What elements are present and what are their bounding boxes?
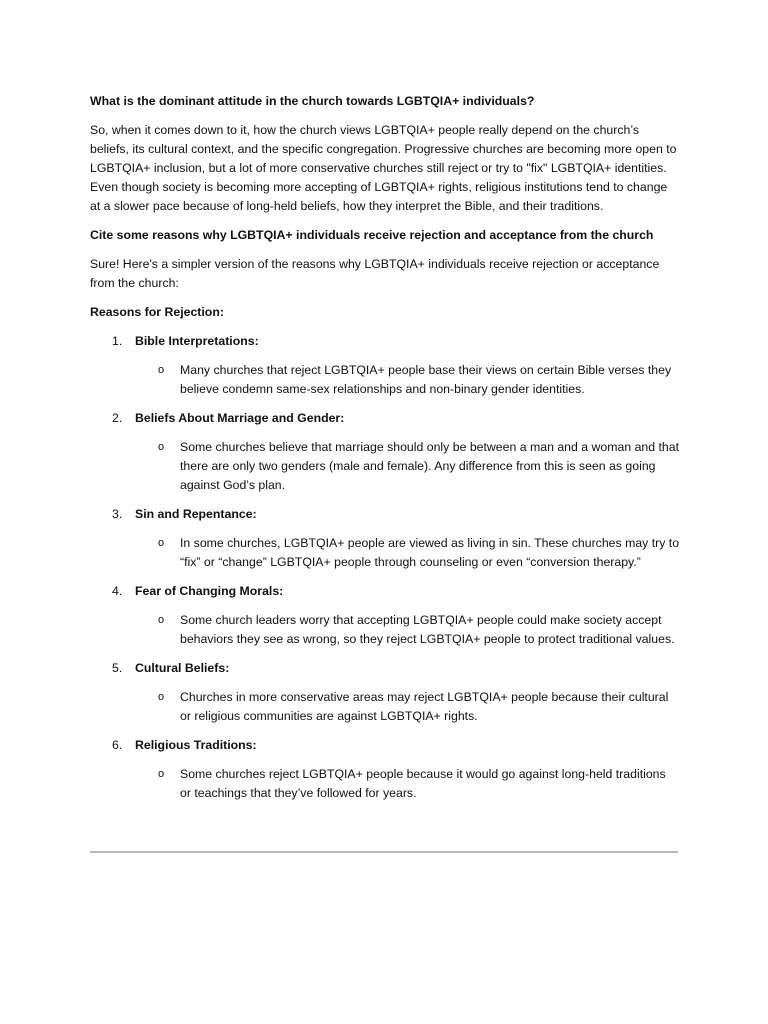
reasons-list: [90, 332, 680, 803]
question-heading-reasons: Cite some reasons why LGBTQIA+ individuals receive rejection and acceptance from the church: [90, 228, 654, 242]
reason-title: Cultural Beliefs:: [135, 661, 230, 675]
reason-heading: [90, 332, 680, 351]
question-heading-attitude: What is the dominant attitude in the church towards LGBTQIA+ individuals?: [90, 94, 535, 108]
reason-detail: [135, 361, 680, 399]
reason-detail-text: Churches in more conservative areas may reject LGBTQIA+ people because their cultural or religious communities are against LGBTQIA+ rights.: [180, 690, 669, 723]
reason-heading: [90, 505, 680, 524]
rejection-subheading: Reasons for Rejection:: [90, 305, 224, 319]
list-item: [90, 659, 680, 726]
reason-number: 1.: [112, 334, 123, 348]
reason-heading: [90, 659, 680, 678]
reason-detail-text: Some church leaders worry that accepting LGBTQIA+ people could make society accept behaviors they see as wrong, so they reject LGBTQIA+ people to protect traditional values.: [180, 613, 675, 646]
horizontal-divider: [90, 851, 678, 853]
reason-number: 6.: [112, 738, 123, 752]
reason-detail-text: Many churches that reject LGBTQIA+ people base their views on certain Bible verses they believe condemn same-sex relationships and non-binary gender identities.: [180, 363, 672, 396]
list-item: [90, 505, 680, 572]
reason-number: 4.: [112, 584, 123, 598]
reason-detail: [135, 765, 680, 803]
reason-heading: [90, 409, 680, 428]
reason-detail-text: Some churches reject LGBTQIA+ people because it would go against long-held traditions or teachings that they’ve followed for years.: [180, 767, 666, 800]
bullet-icon: o: [158, 364, 165, 376]
reason-title: Sin and Repentance:: [135, 507, 257, 521]
bullet-icon: o: [158, 537, 165, 549]
reason-detail-text: In some churches, LGBTQIA+ people are viewed as living in sin. These churches may try to “fix” or “change” LGBTQIA+ people through counseling or even “conversion therapy.”: [180, 536, 680, 569]
list-item: [90, 332, 680, 399]
bullet-icon: o: [158, 614, 165, 626]
reason-detail: [135, 438, 680, 495]
reason-title: Religious Traditions:: [135, 738, 257, 752]
reason-number: 2.: [112, 411, 123, 425]
list-item: [90, 736, 680, 803]
answer-paragraph-attitude: So, when it comes down to it, how the church views LGBTQIA+ people really depend on the church’s beliefs, its cultural context, and the specific congregation. Progressive churches are becoming more open to LGBTQIA+ inclusion, but a lot of more conservative churches still reject or try to "fix" LGBTQIA+ identities. Even though society is becoming more accepting of LGBTQIA+ rights, religious institutions tend to change at a slower pace because of long-held beliefs, how they interpret the Bible, and their traditions.: [90, 123, 677, 213]
reason-title: Fear of Changing Morals:: [135, 584, 284, 598]
reason-title: Beliefs About Marriage and Gender:: [135, 411, 345, 425]
reason-detail-text: Some churches believe that marriage should only be between a man and a woman and that there are only two genders (male and female). Any difference from this is seen as going against God’s plan.: [180, 440, 680, 492]
document-page: [90, 92, 680, 813]
bullet-icon: o: [158, 768, 165, 780]
reason-title: Bible Interpretations:: [135, 334, 259, 348]
list-item: [90, 582, 680, 649]
answer-paragraph-reasons: Sure! Here's a simpler version of the reasons why LGBTQIA+ individuals receive rejection or acceptance from the church:: [90, 257, 660, 290]
reason-heading: [90, 736, 680, 755]
bullet-icon: o: [158, 691, 165, 703]
reason-number: 5.: [112, 661, 123, 675]
bullet-icon: o: [158, 441, 165, 453]
list-item: [90, 409, 680, 495]
reason-number: 3.: [112, 507, 123, 521]
reason-detail: [135, 534, 680, 572]
reason-heading: [90, 582, 680, 601]
reason-detail: [135, 688, 680, 726]
reason-detail: [135, 611, 680, 649]
